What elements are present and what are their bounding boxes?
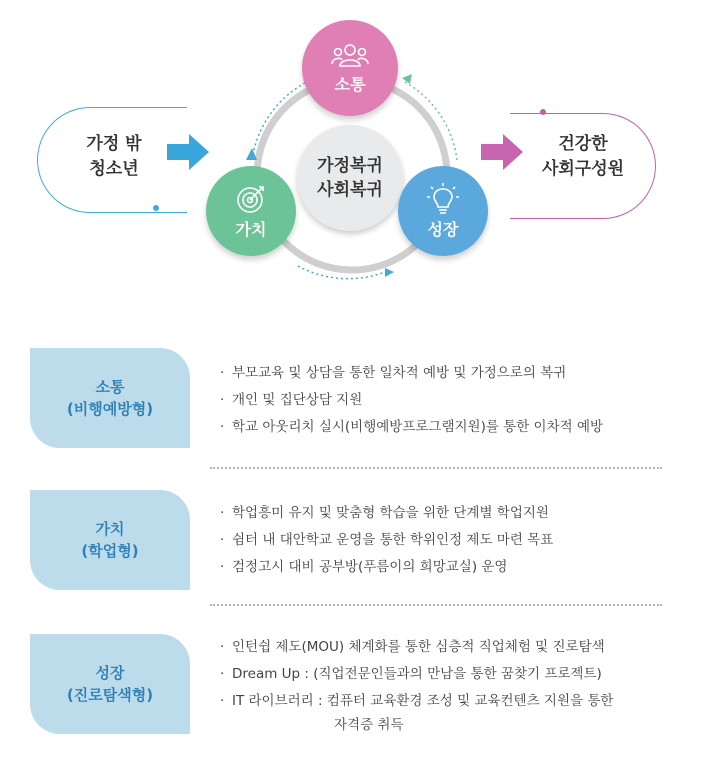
list-item: · 쉼터 내 대안학교 운영을 통한 학위인정 제도 마련 목표: [220, 532, 554, 548]
row-items-value: [220, 500, 553, 581]
row-tab-growth: 성장 (진로탐색형): [30, 634, 190, 734]
node-value: [206, 166, 296, 256]
left-label: 가정 밖 청소년: [86, 134, 142, 179]
right-bracket-dot: [540, 109, 546, 115]
list-item: · IT 라이브러리 : 컴퓨터 교육환경 조성 및 교육컨텐츠 지원을 통한: [220, 693, 614, 709]
row-tab-communication: 소통 (비행예방형): [30, 348, 190, 448]
row-items-communication: [220, 360, 603, 441]
flow-diagram: [0, 0, 707, 300]
right-label: 건강한 사회구성원: [541, 134, 625, 179]
node-label: 가치: [235, 219, 267, 239]
divider: [210, 604, 662, 606]
node-label: 소통: [334, 74, 366, 94]
list-item-continuation: 자격증 취득: [334, 717, 404, 733]
list-item: · 개인 및 집단상담 지원: [220, 392, 363, 408]
node-label: 성장: [427, 219, 459, 239]
divider: [210, 467, 662, 469]
people-icon: [331, 42, 369, 68]
left-bracket-dot: [153, 205, 159, 211]
list-item: · 인턴쉽 제도(MOU) 체계화를 통한 심층적 직업체험 및 진로탐색: [220, 639, 605, 655]
list-item: · 부모교육 및 상담을 통한 일차적 예방 및 가정으로의 복귀: [220, 365, 567, 381]
list-item: · 검정고시 대비 공부방(푸름이의 희망교실) 운영: [220, 559, 508, 575]
target-icon: [235, 183, 267, 215]
row-items-growth: [220, 634, 613, 735]
list-item: · 학업흥미 유지 및 맞춤형 학습을 위한 단계별 학업지원: [220, 505, 549, 521]
center-circle: 가정복귀 사회복귀: [297, 125, 403, 231]
lightbulb-icon: [426, 183, 460, 215]
list-item: · 학교 아웃리치 실시(비행예방프로그램지원)를 통한 이차적 예방: [220, 419, 604, 435]
arrow-right-icon: [167, 134, 209, 170]
list-item: · Dream Up : (직업전문인들과의 만남을 통한 꿈찾기 프로젝트): [220, 666, 602, 682]
node-communication: [302, 20, 398, 116]
row-tab-value: 가치 (학업형): [30, 490, 190, 590]
node-growth: [398, 166, 488, 256]
